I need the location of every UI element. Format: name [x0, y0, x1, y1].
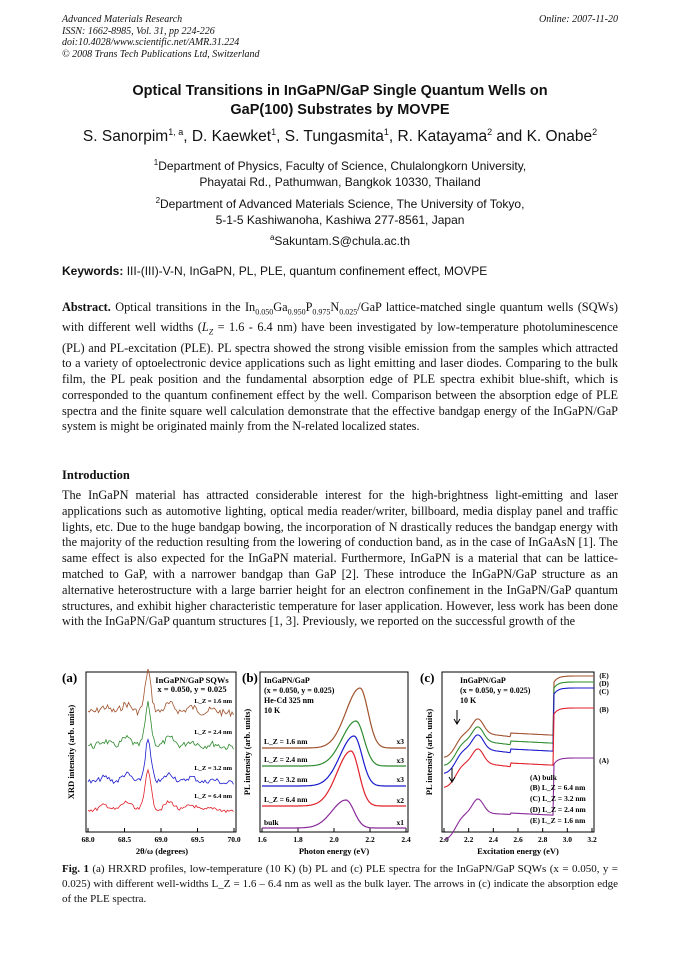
author-1-sup: 1, a [168, 127, 184, 137]
xrd-label-3-2nm: L_Z = 3.2 nm [194, 765, 232, 772]
abstract-text: Optical transitions in the In [110, 300, 256, 314]
aff-2-line-1: Department of Advanced Materials Science, The University of Tokyo, [160, 197, 525, 211]
x-tick-label: 70.0 [227, 835, 241, 844]
abstract-sub: 0.975 [312, 307, 331, 317]
panel-b-title-1: InGaPN/GaP [264, 676, 310, 685]
running-header [62, 14, 618, 60]
abstract [62, 300, 618, 435]
pl-label-2-4nm: L_Z = 2.4 nm [264, 755, 308, 764]
abstract-lz-sub: Z [208, 327, 214, 337]
author-5-sup: 2 [592, 127, 598, 137]
x-tick-label: 3.0 [562, 835, 573, 844]
online-date: Online: 2007-11-20 [539, 14, 618, 25]
figure-caption [62, 862, 618, 907]
intro-heading: Introduction [62, 468, 130, 482]
absorption-edge-arrow [454, 710, 460, 724]
author-1: S. Sanorpim [82, 128, 169, 146]
aff-2-sup: 2 [155, 196, 161, 205]
panel-a [62, 668, 248, 860]
pl-label-1-6nm: L_Z = 1.6 nm [264, 737, 308, 746]
panel-b-label: (b) [242, 670, 258, 685]
figure-1 [62, 668, 618, 860]
ple-legend-E: (E) L_Z = 1.6 nm [530, 816, 586, 825]
xrd-label-6-4nm: L_Z = 6.4 nm [194, 793, 232, 800]
panel-a-title-1: InGaPN/GaP SQWs [155, 675, 229, 685]
panel-c-ylabel: PL intensity (arb. units) [424, 708, 434, 796]
aff-1-sup: 1 [153, 158, 159, 167]
panel-a-title-2: x = 0.050, y = 0.025 [157, 684, 227, 694]
pl-label-6-4nm: L_Z = 6.4 nm [264, 795, 308, 804]
x-tick-label: 69.5 [190, 835, 205, 844]
aff-1-line-1: Department of Physics, Faculty of Science, Chulalongkorn University, [158, 159, 527, 173]
issn: ISSN: 1662-8985, Vol. 31, pp 224-226 [62, 25, 215, 37]
author-3: S. Tungasmita [284, 128, 384, 146]
author-sep: and [492, 128, 527, 146]
x-tick-label: 2.0 [439, 835, 449, 844]
pl-mult-2: x3 [396, 756, 404, 765]
title-line-1: Optical Transitions in InGaPN/GaP Single Quantum Wells on [132, 83, 548, 99]
panel-c-ticks [439, 828, 597, 844]
abstract-sub: 0.025 [339, 307, 358, 317]
abstract-label: Abstract. [62, 300, 111, 314]
abstract-text: P [305, 300, 313, 314]
xrd-label-1-6nm: L_Z = 1.6 nm [194, 698, 232, 705]
x-tick-label: 2.4 [401, 835, 411, 844]
ple-tag-D: (D) [599, 680, 609, 688]
xrd-label-2-4nm: L_Z = 2.4 nm [194, 729, 232, 736]
author-sep: , [388, 128, 398, 146]
x-tick-label: 2.4 [488, 835, 499, 844]
pl-label-bulk: bulk [264, 818, 279, 827]
pl-mult-3: x3 [396, 775, 404, 784]
panel-b [242, 668, 428, 860]
panel-b-xlabel: Photon energy (eV) [298, 846, 370, 856]
email-sup: a [269, 233, 275, 242]
panel-c-title-2: (x = 0.050, y = 0.025) [460, 686, 531, 695]
xrd-curve-3-2nm [88, 740, 234, 785]
x-tick-label: 2.8 [537, 835, 548, 844]
author-5: K. Onabe [526, 128, 593, 146]
panel-c-xlabel: Excitation energy (eV) [477, 846, 559, 856]
panel-a-xlabel: 2θ/ω (degrees) [135, 846, 189, 856]
x-tick-label: 2.2 [463, 835, 474, 844]
ple-legend-B: (B) L_Z = 6.4 nm [530, 783, 586, 792]
caption-label: Fig. 1 [62, 863, 89, 875]
paper-title [62, 82, 618, 120]
x-tick-label: 1.8 [293, 835, 303, 844]
panel-b-title-4: 10 K [264, 706, 281, 715]
aff-1-line-2: Phayatai Rd., Pathumwan, Bangkok 10330, Thailand [199, 175, 481, 189]
x-tick-label: 3.2 [587, 835, 597, 844]
abstract-text: = 1.6 - 6.4 nm) have been investigated by low-temperature photoluminescence (PL) and PL-excitation (PLE). PL spectra showed the strong visible emission from the samples which attracted to a variety of optoelectronic device applications such as light emitting and laser diodes. Comparing to the bulk film, the PL peak position and the fundamental absorption edge of PLE spectra exhibit blue-shift, which is corresponded to the quantum confinement effect by the well. Comparison between the absorption edge of PLE spectra and the finite square well calculation demonstrate that the effective bandgap energy of the InGaPN/GaP system is might be originated mainly from the N-related localized states. [62, 320, 618, 434]
x-tick-label: 68.5 [117, 835, 132, 844]
abstract-text: Ga [273, 300, 288, 314]
email-address: Sakuntam.S@chula.ac.th [274, 234, 411, 248]
panel-b-ylabel: PL intensity (arb. units) [242, 708, 252, 796]
author-sep: , [276, 128, 285, 146]
x-tick-label: 69.0 [154, 835, 168, 844]
author-2-sup: 1 [271, 127, 277, 137]
doi: doi:10.4028/www.scientific.net/AMR.31.224 [62, 37, 240, 48]
panel-b-ticks [257, 828, 411, 844]
caption-text: (a) HRXRD profiles, low-temperature (10 K) (b) PL and (c) PLE spectra for the InGaPN/GaP SQWs (x = 0.050, y = 0.025) with different well-widths L_Z = 1.6 – 6.4 nm as well as the bulk layer. The arrows in (c) indicate the absorption edge of the PLE spectra. [62, 863, 618, 905]
pl-mult-1: x3 [396, 737, 404, 746]
x-tick-label: 2.0 [329, 835, 339, 844]
affiliation-2 [62, 193, 618, 228]
title-line-2: GaP(100) Substrates by MOVPE [230, 102, 450, 118]
author-sep: , [183, 128, 192, 146]
ple-tag-A: (A) [599, 757, 609, 765]
panel-c-title-1: InGaPN/GaP [460, 676, 506, 685]
affiliation-1 [62, 155, 618, 190]
email [62, 230, 618, 249]
ple-tag-C: (C) [599, 688, 609, 696]
x-tick-label: 2.6 [513, 835, 523, 844]
ple-legend-C: (C) L_Z = 3.2 nm [530, 794, 586, 803]
keywords-list: III-(III)-V-N, InGaPN, PL, PLE, quantum confinement effect, MOVPE [123, 264, 488, 278]
pl-curve-bulk [262, 800, 406, 828]
copyright: © 2008 Trans Tech Publications Ltd, Switzerland [62, 48, 260, 60]
author-2: D. Kaewket [191, 128, 272, 146]
panel-a-label: (a) [62, 670, 78, 685]
pl-mult-4: x2 [396, 796, 404, 805]
author-4-sup: 2 [487, 127, 493, 137]
x-tick-label: 2.2 [365, 835, 375, 844]
abstract-text: /GaP lattice-matched single quantum wells (SQWs) with different well widths ( [62, 300, 618, 335]
pl-label-3-2nm: L_Z = 3.2 nm [264, 775, 308, 784]
abstract-text: N [330, 300, 340, 314]
abstract-sub: 0.950 [287, 307, 306, 317]
ple-tag-E: (E) [599, 672, 609, 680]
ple-legend-A: (A) bulk [530, 773, 557, 782]
ple-legend-D: (D) L_Z = 2.4 nm [530, 805, 586, 814]
xrd-curve-6-4nm [88, 770, 234, 813]
author-list [62, 127, 618, 146]
ple-tag-B: (B) [599, 706, 609, 714]
x-tick-label: 1.6 [257, 835, 267, 844]
x-tick-label: 68.0 [81, 835, 95, 844]
abstract-sub: 0.050 [255, 307, 274, 317]
author-3-sup: 1 [383, 127, 389, 137]
intro-paragraph: The InGaPN material has attracted considerable interest for the high-brightness light-emitting and laser applications such as automotive lighting, optical media reader/writer, billboard, media display panel and traffic lights, etc. Due to the huge bandgap bowing, the incorporation of N drastically reduces the bandgap energy with the majority of the reduction resulting from the lowering of conduction band, as in the case of InGaAsN [1]. The same effect is also expected for the InGaPN material. Furthermore, InGaPN is a material that can be lattice-matched to GaP, with a narrower bandgap than GaP [2]. These introduce the InGaPN/GaP structure as an alternative heterostructure with a large barrier height for an electron confinement in the InGaPN/GaP quantum structures, and exhibit higher characteristic temperature for laser application. However, less work has been done with the InGaPN/GaP quantum structures [1, 3]. Previously, we reported on the successful growth of the [62, 488, 618, 629]
keywords-label: Keywords: [62, 264, 124, 278]
author-4: R. Katayama [397, 128, 488, 146]
panel-c-title-3: 10 K [460, 696, 477, 705]
panel-b-title-2: (x = 0.050, y = 0.025) [264, 686, 335, 695]
panel-b-title-3: He-Cd 325 nm [264, 696, 314, 705]
pl-mult-5: x1 [396, 818, 404, 827]
keywords [62, 264, 618, 278]
panel-c-label: (c) [420, 670, 435, 685]
panel-a-ticks [81, 828, 240, 844]
panel-a-ylabel: XRD intensity (arb. units) [66, 704, 76, 800]
panel-c [420, 668, 618, 860]
abstract-lz: L [201, 320, 209, 335]
aff-2-line-2: 5-1-5 Kashiwanoha, Kashiwa 277-8561, Japan [215, 213, 465, 227]
journal-name: Advanced Materials Research [62, 14, 183, 25]
